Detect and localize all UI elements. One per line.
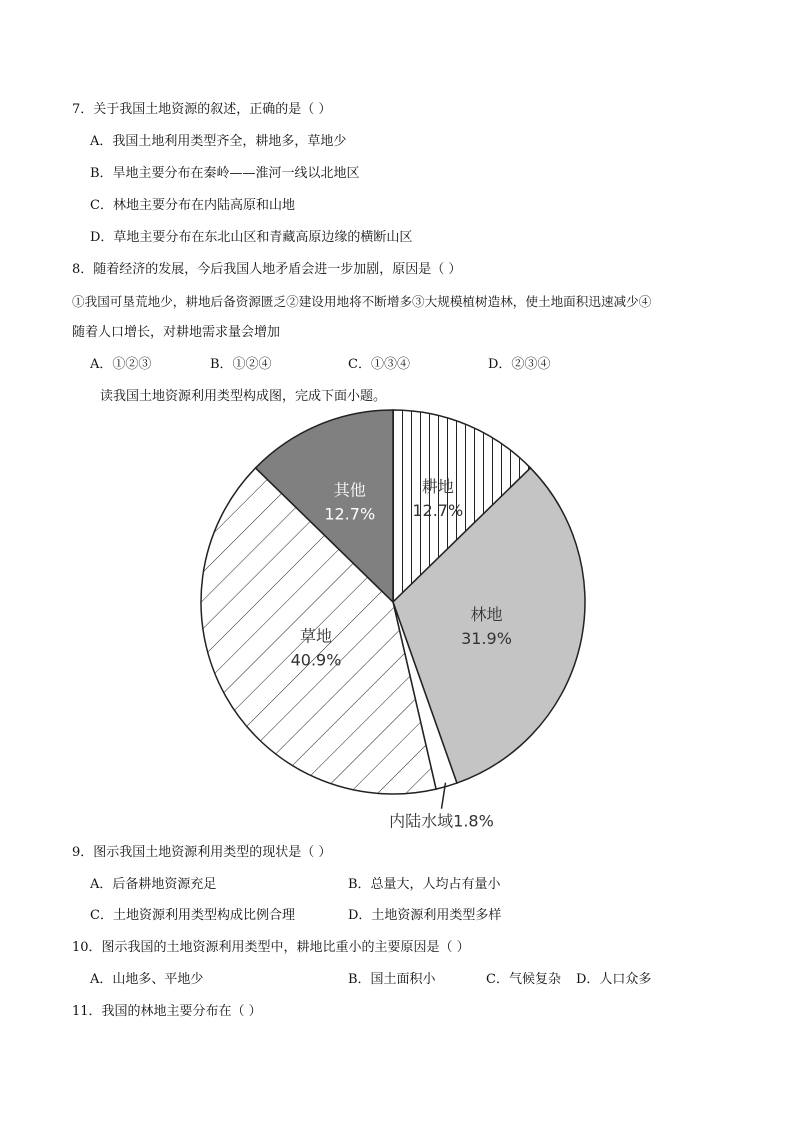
q8-detail-line2: 随着人口增长，对耕地需求量会增加 bbox=[72, 325, 281, 340]
q8-stem: 8．随着经济的发展，今后我国人地矛盾会进一步加剧，原因是（ ） bbox=[72, 262, 462, 277]
q9-option-d: D．土地资源利用类型多样 bbox=[348, 908, 502, 923]
pie-slice-value: 40.9% bbox=[290, 650, 342, 670]
q11-stem: 11．我国的林地主要分布在（ ） bbox=[72, 1004, 262, 1019]
q9-option-a: A．后备耕地资源充足 bbox=[90, 877, 217, 892]
q9-option-c: C．土地资源利用类型构成比例合理 bbox=[90, 908, 295, 923]
q8-option-c: C．①③④ bbox=[348, 357, 410, 372]
pie-slices bbox=[201, 410, 585, 794]
q10-option-d: D．人口众多 bbox=[576, 972, 652, 987]
pie-slice-name: 其他 bbox=[333, 480, 366, 500]
chart-intro: 读我国土地资源利用类型构成图，完成下面小题。 bbox=[100, 389, 387, 404]
pie-slice-value: 12.7% bbox=[324, 504, 376, 524]
q7-option-a: A．我国土地利用类型齐全，耕地多，草地少 bbox=[90, 134, 347, 149]
q8-detail-line1: ①我国可垦荒地少，耕地后备资源匮乏②建设用地将不断增多③大规模植树造林，使土地面积迅速减少④ bbox=[72, 294, 652, 309]
q9-stem: 9．图示我国土地资源利用类型的现状是（ ） bbox=[72, 845, 332, 860]
q8-option-b: B．①②④ bbox=[210, 357, 272, 372]
land-use-pie-chart bbox=[200, 405, 600, 835]
pie-slice-name: 耕地 bbox=[421, 476, 454, 496]
q7-option-d: D．草地主要分布在东北山区和青藏高原边缘的横断山区 bbox=[90, 230, 413, 245]
pie-slice-name: 林地 bbox=[470, 604, 503, 624]
q7-stem: 7．关于我国土地资源的叙述，正确的是（ ） bbox=[72, 102, 332, 117]
q8-option-d: D．②③④ bbox=[488, 357, 551, 372]
q7-option-b: B．旱地主要分布在秦岭——淮河一线以北地区 bbox=[90, 166, 360, 181]
pie-slice-value: 12.7% bbox=[412, 500, 464, 520]
q9-option-b: B．总量大，人均占有量小 bbox=[348, 877, 501, 892]
q10-option-c: C．气候复杂 bbox=[486, 972, 561, 987]
q10-option-a: A．山地多、平地少 bbox=[90, 972, 204, 987]
q10-stem: 10．图示我国的土地资源利用类型中，耕地比重小的主要原因是（ ） bbox=[72, 940, 470, 955]
pie-slice-name: 草地 bbox=[300, 626, 333, 646]
q7-option-c: C．林地主要分布在内陆高原和山地 bbox=[90, 198, 295, 213]
q10-option-b: B．国土面积小 bbox=[348, 972, 436, 987]
pie-slice-label: 内陆水域1.8% bbox=[389, 811, 494, 831]
q8-option-a: A．①②③ bbox=[90, 357, 152, 372]
pie-slice-value: 31.9% bbox=[461, 628, 512, 648]
